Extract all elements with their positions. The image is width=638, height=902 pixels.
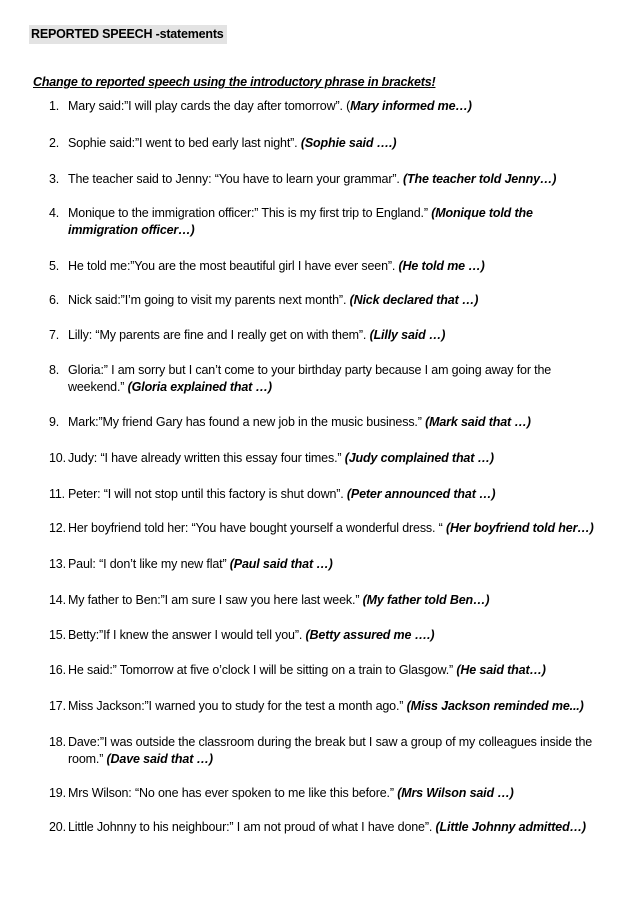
- exercise-item: [49, 327, 597, 344]
- exercise-item: [49, 520, 597, 537]
- item-introductory-phrase: Mary informed me…): [350, 99, 472, 113]
- exercise-item: [49, 414, 597, 431]
- item-introductory-phrase: (Miss Jackson reminded me...): [406, 699, 584, 713]
- item-number: 14.: [49, 593, 66, 607]
- item-number: 15.: [49, 628, 66, 642]
- item-quote-text: Sophie said:”I went to bed early last night”.: [68, 136, 301, 150]
- item-sentence: [68, 205, 597, 239]
- item-number: 20.: [49, 820, 66, 834]
- item-introductory-phrase: (Dave said that …): [106, 752, 213, 766]
- item-introductory-phrase: (Nick declared that …): [349, 293, 479, 307]
- item-number: 9.: [49, 415, 60, 429]
- item-quote-text: Mrs Wilson: “No one has ever spoken to me like this before.”: [68, 786, 398, 800]
- exercise-item: [49, 450, 597, 467]
- item-number: 7.: [49, 328, 60, 342]
- item-number: 16.: [49, 663, 66, 677]
- item-number: 19.: [49, 786, 66, 800]
- item-number: 3.: [49, 172, 60, 186]
- item-number: 2.: [49, 136, 60, 150]
- exercise-item: [49, 258, 597, 275]
- item-sentence: [68, 592, 597, 609]
- item-quote-text: Peter: “I will not stop until this factory is shut down”.: [68, 487, 347, 501]
- item-quote-text: Nick said:”I’m going to visit my parents next month”.: [68, 293, 350, 307]
- item-number: 10.: [49, 451, 66, 465]
- item-introductory-phrase: (Her boyfriend told her…): [446, 521, 594, 535]
- item-introductory-phrase: (Paul said that …): [229, 557, 333, 571]
- item-number: 8.: [49, 363, 60, 377]
- item-quote-text: Mark:”My friend Gary has found a new job in the music business.”: [68, 415, 426, 429]
- item-sentence: [68, 556, 597, 573]
- item-sentence: [68, 627, 597, 644]
- item-introductory-phrase: (Betty assured me ….): [305, 628, 435, 642]
- item-number: 17.: [49, 699, 66, 713]
- item-quote-text: He said:” Tomorrow at five o’clock I will be sitting on a train to Glasgow.”: [68, 663, 457, 677]
- item-introductory-phrase: (My father told Ben…): [362, 593, 490, 607]
- item-number: 13.: [49, 557, 66, 571]
- exercise-item: [49, 205, 597, 239]
- exercise-item: [49, 734, 597, 768]
- item-sentence: [68, 292, 597, 309]
- item-number: 5.: [49, 259, 60, 273]
- item-sentence: [68, 662, 597, 679]
- item-number: 6.: [49, 293, 60, 307]
- item-introductory-phrase: (Judy complained that …): [344, 451, 494, 465]
- item-sentence: [68, 520, 597, 537]
- item-sentence: [68, 734, 597, 768]
- item-quote-text: Betty:”If I knew the answer I would tell you”.: [68, 628, 306, 642]
- exercise-item: [49, 592, 597, 609]
- item-sentence: [68, 486, 597, 503]
- item-number: 18.: [49, 735, 66, 749]
- exercise-item: [49, 785, 597, 802]
- item-quote-text: Paul: “I don’t like my new flat”: [68, 557, 230, 571]
- item-number: 1.: [49, 99, 60, 113]
- exercise-item: [49, 698, 597, 715]
- item-quote-text: Gloria:” I am sorry but I can’t come to your birthday party because I am going away for the weekend.”: [68, 363, 552, 394]
- item-quote-text: Judy: “I have already written this essay four times.”: [68, 451, 345, 465]
- item-sentence: [68, 450, 597, 467]
- instruction-text: Change to reported speech using the introductory phrase in brackets!: [33, 75, 436, 89]
- item-introductory-phrase: (Mrs Wilson said …): [397, 786, 514, 800]
- item-sentence: [68, 819, 597, 836]
- item-sentence: [68, 414, 597, 431]
- item-introductory-phrase: (Sophie said ….): [300, 136, 397, 150]
- item-introductory-phrase: (Lilly said …): [369, 328, 446, 342]
- item-sentence: [68, 698, 597, 715]
- item-quote-text: My father to Ben:”I am sure I saw you here last week.”: [68, 593, 363, 607]
- item-sentence: [68, 785, 597, 802]
- item-quote-text: Miss Jackson:”I warned you to study for the test a month ago.”: [68, 699, 407, 713]
- exercise-item: [49, 98, 597, 115]
- item-introductory-phrase: (He told me …): [398, 259, 485, 273]
- item-number: 4.: [49, 206, 60, 220]
- item-introductory-phrase: (Little Johnny admitted…): [435, 820, 586, 834]
- exercise-item: [49, 627, 597, 644]
- item-sentence: [68, 135, 597, 152]
- exercise-item: [49, 819, 597, 836]
- exercise-item: [49, 556, 597, 573]
- item-quote-text: Little Johnny to his neighbour:” I am not proud of what I have done”.: [68, 820, 436, 834]
- item-sentence: [68, 327, 597, 344]
- item-number: 11.: [49, 487, 65, 501]
- item-quote-text: Mary said:”I will play cards the day after tomorrow”. (: [68, 99, 351, 113]
- item-sentence: [68, 98, 597, 115]
- item-sentence: [68, 362, 597, 396]
- item-number: 12.: [49, 521, 66, 535]
- item-quote-text: Lilly: “My parents are fine and I really get on with them”.: [68, 328, 370, 342]
- exercise-item: [49, 292, 597, 309]
- item-quote-text: Monique to the immigration officer:” This is my first trip to England.”: [68, 206, 432, 220]
- item-quote-text: The teacher said to Jenny: “You have to learn your grammar”.: [68, 172, 404, 186]
- exercise-item: [49, 486, 597, 503]
- item-sentence: [68, 258, 597, 275]
- item-introductory-phrase: (The teacher told Jenny…): [403, 172, 557, 186]
- item-quote-text: He told me:”You are the most beautiful girl I have ever seen”.: [68, 259, 399, 273]
- exercise-item: [49, 362, 597, 396]
- item-sentence: [68, 171, 597, 188]
- item-introductory-phrase: (Monique told the immigration officer…): [68, 206, 533, 237]
- item-quote-text: Dave:”I was outside the classroom during the break but I saw a group of my colleagues inside the room.”: [68, 735, 593, 766]
- item-introductory-phrase: (Gloria explained that …): [127, 380, 272, 394]
- item-introductory-phrase: (Mark said that …): [425, 415, 531, 429]
- item-introductory-phrase: (He said that…): [456, 663, 546, 677]
- item-introductory-phrase: (Peter announced that …): [346, 487, 496, 501]
- exercise-item: [49, 662, 597, 679]
- page-title: REPORTED SPEECH -statements: [29, 25, 227, 44]
- item-quote-text: Her boyfriend told her: “You have bought yourself a wonderful dress. “: [68, 521, 446, 535]
- exercise-item: [49, 135, 597, 152]
- exercise-item: [49, 171, 597, 188]
